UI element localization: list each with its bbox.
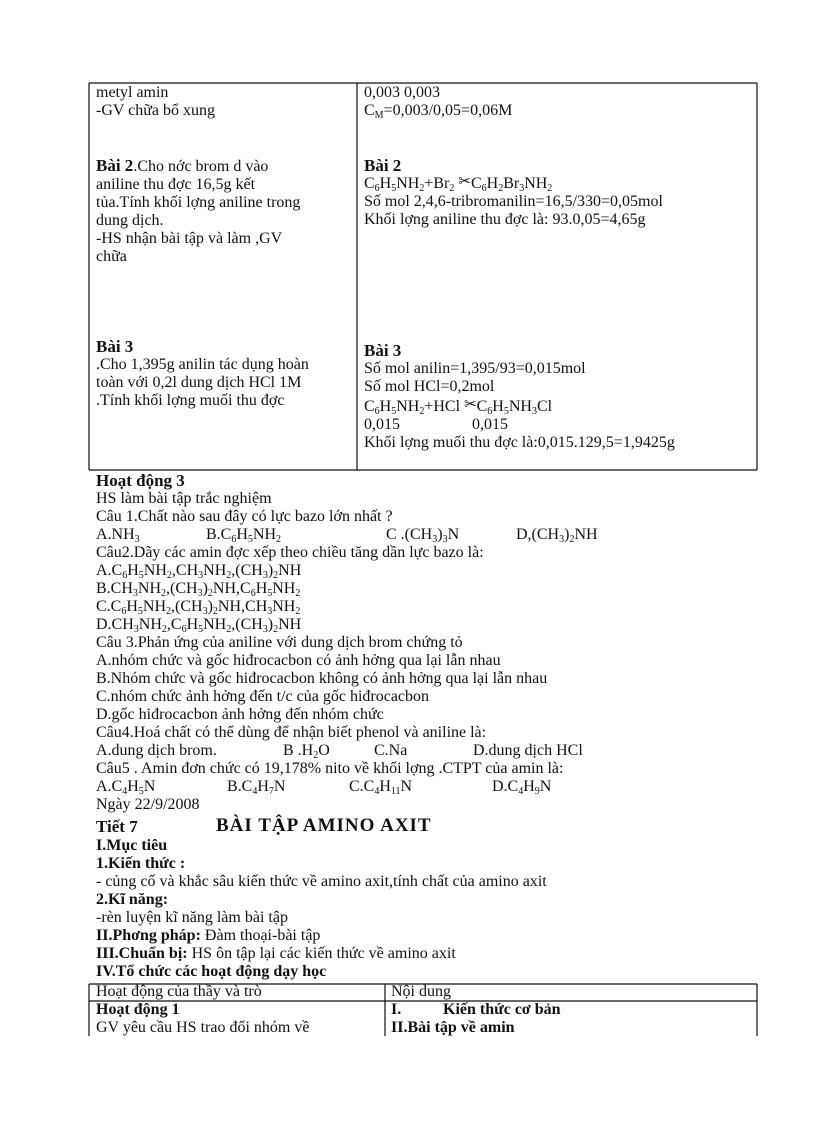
- content-item-2-title: II.Bài tập về amin: [391, 1019, 515, 1036]
- bai3-solution-line-5: Khối lợng muối thu đợc là:0,015.129,5=1,9425g: [364, 434, 675, 451]
- bai2-question-line-2: aniline thu đợc 16,5g kết: [96, 176, 256, 193]
- table1-left-column: [96, 84, 352, 266]
- page-title: BÀI TẬP AMINO AXIT: [216, 815, 432, 836]
- q2-option-a: $A.C_6H_5NH_2,CH_3NH_2,(CH_3)_2NH$: [96, 562, 302, 581]
- reaction-arrow-icon: ✂: [464, 397, 477, 413]
- q5-option-d: $D.C_4H_9N$: [492, 778, 552, 797]
- section-skills-text: -rèn luyện kĩ năng làm bài tập: [96, 909, 288, 926]
- activity3-section: [96, 472, 776, 814]
- q1-option-b: $B.C_6H_5NH_2$: [206, 526, 282, 545]
- activity1-text: GV yêu cầu HS trao đổi nhóm về: [96, 1019, 310, 1036]
- period-label: Tiết 7: [96, 817, 138, 836]
- section-organization: IV.Tổ chức các hoạt động dạy học: [96, 963, 327, 980]
- reaction-arrow-icon: ✂: [458, 174, 471, 190]
- q1-option-c: C $.(CH_3)_3N$: [386, 526, 460, 545]
- q3-option-a: A.nhóm chức và gốc hiđrocacbon có ảnh hởng qua lại lẫn nhau: [96, 652, 501, 669]
- table1-right-column: [364, 84, 754, 229]
- table1-left-bai3: [96, 338, 352, 410]
- content-item-1-title: Kiến thức cơ bản: [443, 1001, 561, 1018]
- q5-option-a: $A.C_4H_5N$: [96, 778, 156, 797]
- question-4: Câu4.Hoá chất có thể dùng để nhận biết phenol và aniline là:: [96, 724, 487, 741]
- section-skills-heading: 2.Kĩ năng:: [96, 891, 169, 908]
- left-intro-1: metyl amin: [96, 84, 169, 101]
- bai3-solution-line-2: Số mol HCl=0,2mol: [364, 378, 495, 395]
- lesson-date: Ngày 22/9/2008: [96, 796, 200, 813]
- right-line-2: $C_M=0,003/0,05=0,06M$: [364, 102, 513, 121]
- q2-option-b: $B.CH_3NH_2,(CH_3)_2NH,C_6H_5NH_2$: [96, 580, 301, 599]
- q3-option-d: D.gốc hiđrocacbon ảnh hởng đến nhóm chức: [96, 706, 384, 723]
- activity1-heading: Hoạt động 1: [96, 1001, 180, 1018]
- q4-option-a: A.dung dịch brom.: [96, 742, 217, 759]
- bai2-question-line-1: Bài 2.Cho nớc brom d vào: [96, 156, 269, 175]
- content-item-1-number: I.: [391, 1001, 402, 1018]
- section-method: II.Phơng pháp: Đàm thoại-bài tập: [96, 927, 321, 944]
- activity3-heading: Hoạt động 3: [96, 471, 185, 490]
- question-5-options: [96, 778, 776, 796]
- bai2-label: Bài 2: [96, 156, 134, 175]
- bai3-question-line-3: .Tính khối lợng muối thu đợc: [96, 392, 285, 409]
- question-2: Câu2.Dãy các amin đợc xếp theo chiều tăng dần lực bazo là:: [96, 544, 484, 561]
- q4-option-b: B $.H_2O$: [283, 742, 330, 761]
- activity3-intro: HS làm bài tập trắc nghiệm: [96, 490, 272, 507]
- section-knowledge-text: - củng cố và khắc sâu kiến thức về amino axit,tính chất của amino axit: [96, 873, 547, 890]
- section-objectives: I.Mục tiêu: [96, 837, 168, 854]
- section-knowledge-heading: 1.Kiến thức :: [96, 855, 186, 872]
- q3-option-b: B.Nhóm chức và gốc hiđrocacbon không có ảnh hởng qua lại lẫn nhau: [96, 670, 548, 687]
- right-line-1: 0,003 0,003: [364, 84, 440, 101]
- q2-option-d: $D.CH_3NH_2,C_6H_5NH_2,(CH_3)_2NH$: [96, 616, 302, 635]
- q1-option-d: $D,(CH_3)_2NH$: [516, 526, 598, 545]
- bai3-solution-line-4: 0,015 0,015: [364, 416, 508, 433]
- table1-right-bai3: [364, 342, 754, 452]
- bai3-question-line-1: .Cho 1,395g anilin tác dụng hoàn: [96, 356, 309, 373]
- bai2-equation: $C_6H_5NH_2+Br_2$ $✂C_6H_2Br_3NH_2$: [364, 174, 553, 194]
- bai3-label: Bài 3: [96, 337, 134, 356]
- bai3-solution-label: Bài 3: [364, 341, 402, 360]
- table2-header-left: Hoạt động của thầy và trò: [96, 983, 262, 1000]
- bai2-solution-line-3: Khối lợng aniline thu đợc là: 93.0,05=4,65g: [364, 211, 646, 228]
- bai2-solution-line-2: Số mol 2,4,6-tribromanilin=16,5/330=0,05mol: [364, 193, 663, 210]
- bai3-equation: $C_6H_5NH_2+HCl$ $✂C_6H_5NH_3Cl$: [364, 397, 553, 417]
- lesson-section: [96, 817, 776, 981]
- bai2-question-line-3: tủa.Tính khối lợng aniline trong: [96, 194, 301, 211]
- question-3: Câu 3.Phản ứng của aniline với dung dịch brom chứng tỏ: [96, 634, 463, 651]
- section-preparation: III.Chuẩn bị: HS ôn tập lại các kiến thức về amino axit: [96, 945, 456, 962]
- bai2-question-line-6: chữa: [96, 248, 127, 265]
- bai3-solution-line-1: Số mol anilin=1,395/93=0,015mol: [364, 360, 586, 377]
- lesson-title-row: [96, 817, 776, 837]
- left-intro-2: -GV chữa bổ xung: [96, 102, 216, 119]
- question-1-options: [96, 526, 776, 544]
- question-1: Câu 1.Chất nào sau đây có lực bazo lớn nhất ?: [96, 508, 393, 525]
- question-5: Câu5 . Amin đơn chức có 19,178% nito về khối lợng .CTPT của amin là:: [96, 760, 564, 777]
- q4-option-c: C.Na: [374, 742, 408, 759]
- question-4-options: [96, 742, 776, 760]
- bai2-solution-label: Bài 2: [364, 156, 402, 175]
- q5-option-b: $B.C_4H_7N$: [227, 778, 286, 797]
- q4-option-d: D.dung dịch HCl: [473, 742, 583, 759]
- bai3-question-line-2: toàn với 0,2l dung dịch HCl 1M: [96, 374, 302, 391]
- q3-option-c: C.nhóm chức ảnh hởng đến t/c của gốc hiđrocacbon: [96, 688, 430, 705]
- table2-header-right: Nội dung: [391, 983, 451, 1000]
- bai2-question-line-4: dung dịch.: [96, 212, 164, 229]
- bai2-question-line-5: -HS nhận bài tập và làm ,GV: [96, 230, 283, 247]
- q1-option-a: $A.NH_3$: [96, 526, 140, 545]
- q5-option-c: $C.C_4H_{11}N$: [349, 778, 413, 797]
- q2-option-c: $C.C_6H_5NH_2,(CH_3)_2NH,CH_3NH_2$: [96, 598, 301, 617]
